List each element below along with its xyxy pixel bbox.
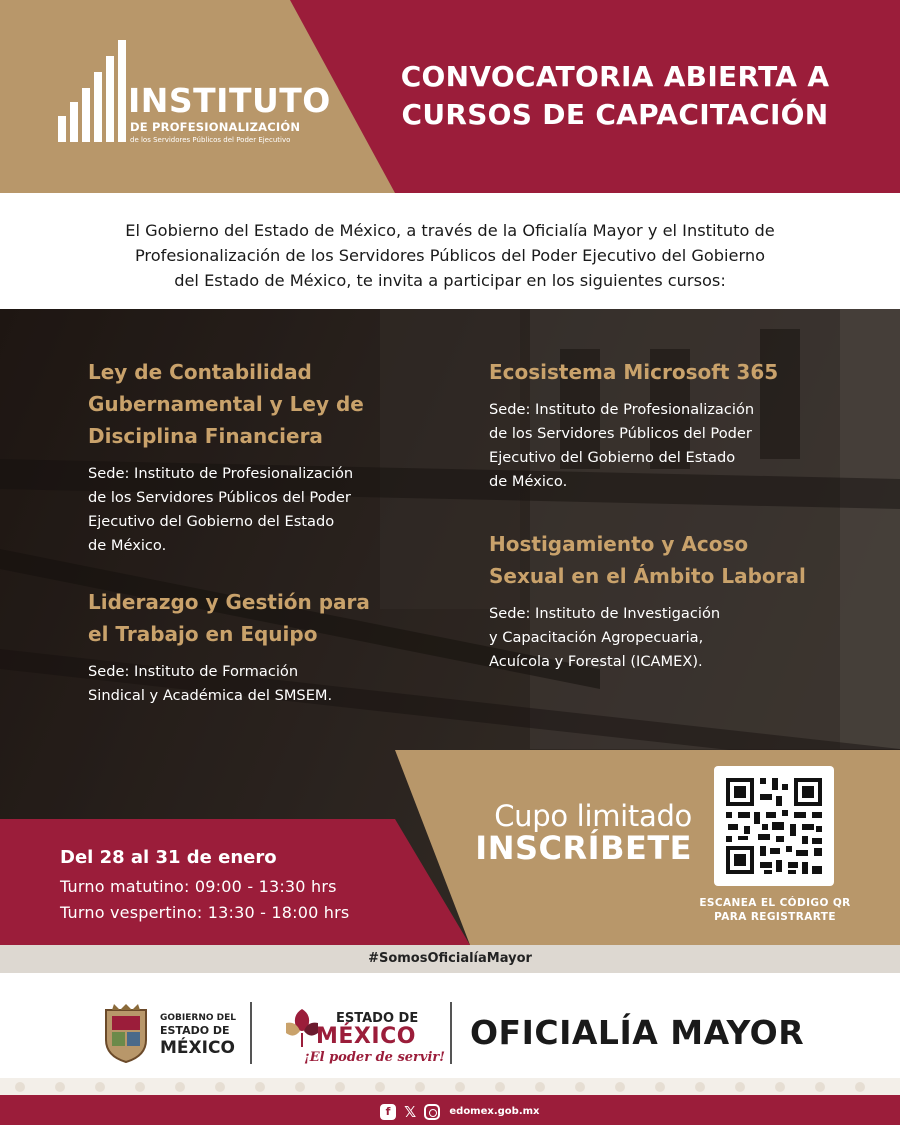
slogan: ¡El poder de servir! xyxy=(304,1050,445,1065)
intro-text xyxy=(70,218,830,293)
schedule-evening: Turno vespertino: 13:30 - 18:00 hrs xyxy=(60,903,350,922)
logo-subtitle: de los Servidores Públicos del Poder Ejecutivo xyxy=(130,136,291,144)
page-title xyxy=(360,58,870,134)
instituto-logo-bars-icon xyxy=(58,40,128,144)
gobierno-line-1: GOBIERNO DEL xyxy=(160,1013,236,1023)
logo-profesionalizacion: DE PROFESIONALIZACIÓN xyxy=(130,120,301,134)
x-icon[interactable]: 𝕏 xyxy=(404,1102,417,1121)
course-hostigamiento xyxy=(489,528,879,674)
course-sede: Sede: Instituto de Profesionalización de los Servidores Públicos del Poder Ejecutivo del Gobierno del Estado de México. xyxy=(88,465,354,554)
course-title: Ley de Contabilidad Gubernamental y Ley de Disciplina Financiera xyxy=(88,360,364,448)
intro-line-1: El Gobierno del Estado de México, a través de la Oficialía Mayor y el Instituto de xyxy=(125,221,775,240)
course-ley-contabilidad xyxy=(88,356,448,558)
instagram-icon[interactable] xyxy=(424,1104,440,1120)
course-microsoft-365 xyxy=(489,356,869,494)
schedule xyxy=(60,846,349,926)
course-sede: Sede: Instituto de Investigación y Capacitación Agropecuaria, Acuícola y Forestal (ICAMEX). xyxy=(489,605,721,670)
gobierno-line-2: ESTADO DE xyxy=(160,1024,230,1037)
title-line-2: CURSOS DE CAPACITACIÓN xyxy=(401,98,829,131)
course-title: Ecosistema Microsoft 365 xyxy=(489,360,779,384)
estado-de-mexico-line-1: ESTADO DE xyxy=(336,1011,419,1026)
divider xyxy=(450,1002,452,1064)
website-link[interactable]: edomex.gob.mx xyxy=(449,1105,540,1117)
qr-code-icon xyxy=(714,766,834,886)
decorative-pattern xyxy=(0,1078,900,1095)
course-title: Liderazgo y Gestión para el Trabajo en Equipo xyxy=(88,590,370,646)
intro-line-2: Profesionalización de los Servidores Públicos del Poder Ejecutivo del Gobierno xyxy=(134,246,766,265)
qr-label: ESCANEA EL CÓDIGO QR PARA REGISTRARTE xyxy=(699,897,851,923)
coat-of-arms-icon xyxy=(100,1002,152,1064)
cupo-limitado-text: Cupo limitado xyxy=(494,799,692,833)
divider xyxy=(250,1002,252,1064)
qr-code[interactable] xyxy=(714,766,834,886)
gobierno-line-3: MÉXICO xyxy=(160,1038,235,1058)
social-links xyxy=(380,1101,540,1119)
hashtag: #SomosOficialíaMayor xyxy=(368,951,532,966)
schedule-dates: Del 28 al 31 de enero xyxy=(60,847,277,868)
course-title: Hostigamiento y Acoso Sexual en el Ámbito Laboral xyxy=(489,532,806,588)
schedule-times xyxy=(60,874,349,926)
facebook-icon[interactable]: f xyxy=(380,1104,396,1120)
logo-instituto: INSTITUTO xyxy=(128,81,331,120)
course-sede: Sede: Instituto de Formación Sindical y Académica del SMSEM. xyxy=(88,663,333,704)
course-sede: Sede: Instituto de Profesionalización de los Servidores Públicos del Poder Ejecutivo del Gobierno del Estado de México. xyxy=(489,401,755,490)
title-line-1: CONVOCATORIA ABIERTA A xyxy=(400,60,830,93)
estado-de-mexico-line-2: MÉXICO xyxy=(316,1024,416,1049)
oficialia-mayor: OFICIALÍA MAYOR xyxy=(470,1013,805,1052)
schedule-morning: Turno matutino: 09:00 - 13:30 hrs xyxy=(60,877,337,896)
course-liderazgo xyxy=(88,586,448,708)
intro-line-3: del Estado de México, te invita a participar en los siguientes cursos: xyxy=(174,271,726,290)
inscribete-text: INSCRÍBETE xyxy=(475,829,692,867)
